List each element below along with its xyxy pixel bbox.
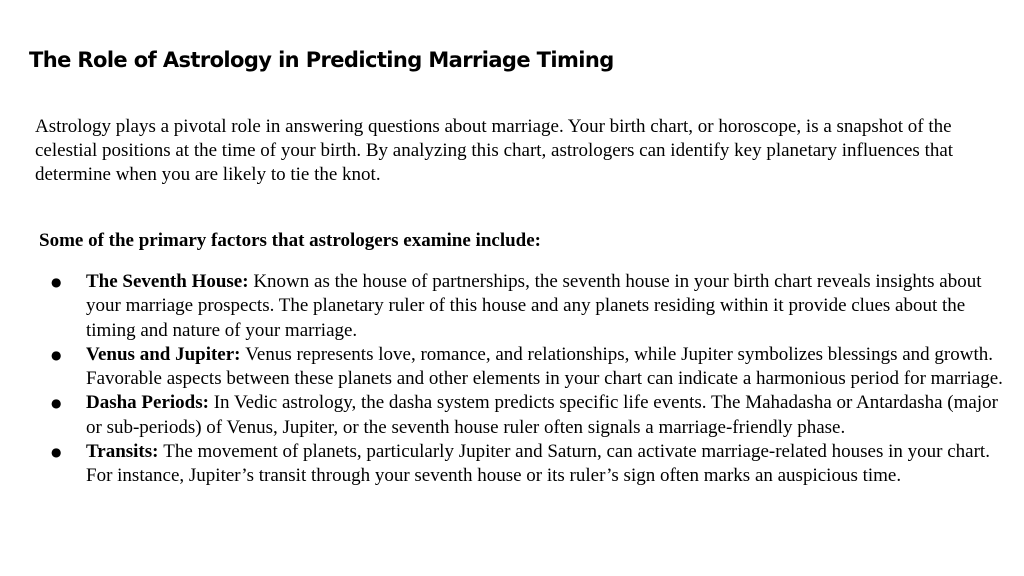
factor-text: The movement of planets, particularly Jupiter and Saturn, can activate marriage-related houses in your chart. For instance, Jupiter’s transit through your seventh house or its ruler’s sign often marks an auspicious time. bbox=[86, 441, 990, 487]
bullet-icon: ● bbox=[51, 445, 62, 460]
factor-item-seventh-house bbox=[0, 270, 1010, 343]
factor-text: Venus represents love, romance, and relationships, while Jupiter symbolizes blessings and growth. Favorable aspects between these planets and other elements in your chart can indicate a harmonious period for marriage. bbox=[86, 343, 1003, 390]
factor-title: Dasha Periods: bbox=[86, 392, 214, 414]
factor-title: Transits: bbox=[86, 441, 164, 463]
factor-item-dasha-periods bbox=[0, 391, 1010, 440]
factor-title: The Seventh House: bbox=[86, 271, 254, 292]
factor-text: Known as the house of partnerships, the seventh house in your birth chart reveals insights about your marriage prospects. The planetary ruler of this house and any planets residing within it provide clues about the timing and nature of your marriage. bbox=[86, 271, 982, 341]
factor-item-venus-jupiter bbox=[0, 343, 1010, 392]
factor-title: Venus and Jupiter: bbox=[86, 343, 246, 365]
bullet-icon: ● bbox=[51, 396, 62, 411]
bullet-icon: ● bbox=[51, 347, 62, 362]
factors-heading: Some of the primary factors that astrologers examine include: bbox=[39, 230, 541, 251]
factors-list bbox=[0, 270, 1010, 489]
intro-paragraph: Astrology plays a pivotal role in answering questions about marriage. Your birth chart, or horoscope, is a snapshot of the celestial positions at the time of your birth. By analyzing this chart, astrologers can identify key planetary influences that determine when you are likely to tie the knot. bbox=[35, 116, 954, 185]
bullet-icon: ● bbox=[51, 275, 62, 289]
page-title: The Role of Astrology in Predicting Marriage Timing bbox=[29, 48, 614, 72]
factor-item-transits bbox=[0, 440, 1010, 489]
factor-text: In Vedic astrology, the dasha system predicts specific life events. The Mahadasha or Antardasha (major or sub-periods) of Venus, Jupiter, or the seventh house ruler often signals a marriage-friendly phase. bbox=[86, 392, 998, 438]
